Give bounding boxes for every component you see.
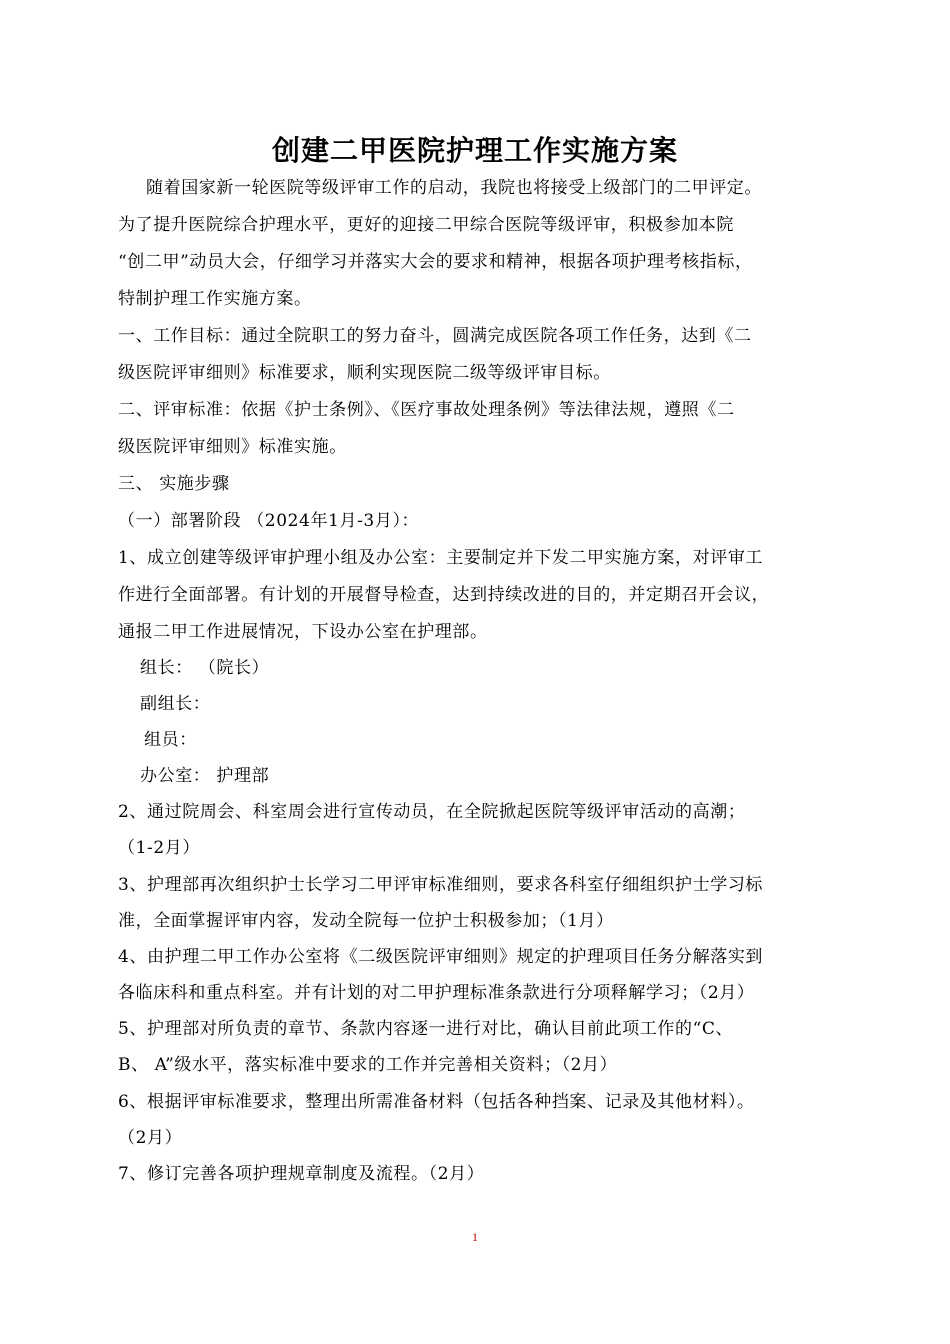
paragraph-line: 为了提升医院综合护理水平，更好的迎接二甲综合医院等级评审，积极参加本院 <box>118 215 734 235</box>
paragraph-line: 作进行全面部署。有计划的开展督导检查，达到持续改进的目的，并定期召开会议， <box>118 585 770 605</box>
paragraph-line: B、 A”级水平，落实标准中要求的工作并完善相关资料；（2月） <box>118 1055 618 1075</box>
paragraph-line: 随着国家新一轮医院等级评审工作的启动，我院也将接受上级部门的二甲评定。 <box>146 178 762 198</box>
section-heading-steps: 三、 实施步骤 <box>118 474 230 494</box>
members-line: 组员： <box>144 730 197 750</box>
list-item: 6、根据评审标准要求，整理出所需准备材料（包括各种挡案、记录及其他材料）。 <box>118 1092 755 1112</box>
subsection-heading-deployment: （一）部署阶段 （2024年1月-3月）： <box>118 511 420 531</box>
paragraph-line: 级医院评审细则》标准实施。 <box>118 437 347 457</box>
section-heading-standard: 二、评审标准：依据《护士条例》、《医疗事故处理条例》等法律法规，遵照《二 <box>118 400 735 420</box>
deputy-leader-line: 副组长： <box>140 694 211 714</box>
list-item: 5、护理部对所负责的章节、条款内容逐一进行对比，确认目前此项工作的“C、 <box>118 1019 734 1039</box>
section-heading-goal: 一、工作目标：通过全院职工的努力奋斗，圆满完成医院各项工作任务，达到《二 <box>118 326 752 346</box>
list-item: 4、由护理二甲工作办公室将《二级医院评审细则》规定的护理项目任务分解落实到 <box>118 947 764 967</box>
list-item: 2、通过院周会、科室周会进行宣传动员，在全院掀起医院等级评审活动的高潮； <box>118 802 746 822</box>
document-title: 创建二甲医院护理工作实施方案 <box>271 134 678 167</box>
paragraph-line: 通报二甲工作进展情况，下设办公室在护理部。 <box>118 622 488 642</box>
paragraph-line: （1-2月） <box>118 838 200 858</box>
paragraph-line: 特制护理工作实施方案。 <box>118 289 312 309</box>
page-number: 1 <box>472 1230 478 1244</box>
list-item: 1、成立创建等级评审护理小组及办公室：主要制定并下发二甲实施方案，对评审工 <box>118 548 764 568</box>
paragraph-line: 准，全面掌握评审内容，发动全院每一位护士积极参加；（1月） <box>118 911 614 931</box>
list-item: 7、修订完善各项护理规章制度及流程。（2月） <box>118 1164 485 1184</box>
office-line: 办公室： 护理部 <box>140 766 270 786</box>
paragraph-line: 级医院评审细则》标准要求，顺利实现医院二级等级评审目标。 <box>118 363 611 383</box>
paragraph-line: 各临床科和重点科室。并有计划的对二甲护理标准条款进行分项释解学习；（2月） <box>118 983 755 1003</box>
paragraph-line: （2月） <box>118 1128 183 1148</box>
list-item: 3、护理部再次组织护士长学习二甲评审标准细则，要求各科室仔细组织护士学习标 <box>118 875 764 895</box>
paragraph-line: “创二甲”动员大会，仔细学习并落实大会的要求和精神，根据各项护理考核指标， <box>118 252 753 272</box>
team-leader-line: 组长： （院长） <box>140 658 270 678</box>
